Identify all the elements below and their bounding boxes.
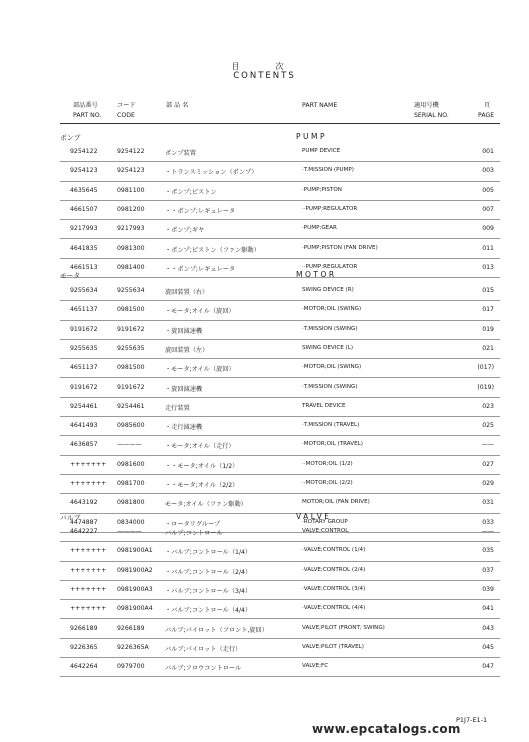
page-cell: 027 xyxy=(482,460,494,468)
header-code-en: CODE xyxy=(117,112,135,119)
table-row xyxy=(60,619,500,639)
part-name-en-cell: VALVE;PILOT (FRONT, SWING) xyxy=(302,624,385,631)
part-name-jp-cell: モータ;オイル（ファン駆動） xyxy=(165,501,247,509)
code-cell: 9217993 xyxy=(117,225,145,233)
page-cell: 015 xyxy=(482,287,494,294)
part-number-cell: 9266189 xyxy=(70,624,98,632)
section-header xyxy=(60,510,500,522)
code-cell: 0981400 xyxy=(117,263,145,271)
page-cell: —— xyxy=(481,528,494,535)
code-cell: ———— xyxy=(117,441,142,449)
part-name-jp-cell: バルブ;パイロット（フロント,旋回） xyxy=(165,626,268,634)
section-header xyxy=(60,268,500,280)
part-number-cell: 9255635 xyxy=(70,344,98,352)
code-cell: 0981300 xyxy=(117,244,145,252)
part-name-jp-cell: ・旋回減速機 xyxy=(165,327,203,335)
header-rule xyxy=(60,123,500,124)
code-cell: 9266189 xyxy=(117,624,145,632)
header-code-jp: コード xyxy=(117,102,136,109)
table-row xyxy=(60,541,500,561)
table-row xyxy=(60,416,500,436)
header-serial-jp: 適用号機 xyxy=(414,102,439,109)
page-cell: 017 xyxy=(482,306,494,314)
footer-code: P1J7-E1-1 xyxy=(456,716,488,724)
part-number-cell: 4641835 xyxy=(70,244,98,252)
part-number-cell: +++++++ xyxy=(70,605,107,613)
code-cell: 9226365A xyxy=(117,643,149,651)
part-number-cell: 4661513 xyxy=(70,263,98,271)
page-cell: 019 xyxy=(482,325,494,333)
table-row xyxy=(60,281,500,301)
page-cell: 007 xyxy=(482,205,494,213)
code-cell: 9254123 xyxy=(117,167,145,175)
page-cell: 029 xyxy=(482,480,494,487)
part-name-en-cell: SWING DEVICE (R) xyxy=(302,287,354,293)
table-row xyxy=(60,219,500,239)
part-name-jp-cell: ・ロータリグループ xyxy=(165,520,221,528)
part-name-en-cell: TRAVEL DEVICE xyxy=(302,402,346,409)
part-name-jp-cell: ・バルブ;コントロール（4/4） xyxy=(165,607,252,615)
part-name-jp-cell: ・・モータ;オイル（1/2） xyxy=(165,462,239,470)
code-cell: 0981900A4 xyxy=(117,605,153,613)
page-cell: 043 xyxy=(482,624,494,632)
part-name-en-cell: ··PUMP;REGULATOR xyxy=(302,205,358,212)
page-cell: 037 xyxy=(482,566,494,574)
code-cell: 0979700 xyxy=(117,663,145,671)
part-name-en-cell: ··MOTOR;OIL (2/2) xyxy=(302,480,353,486)
code-cell: 0981700 xyxy=(117,480,145,487)
page-cell: 009 xyxy=(482,225,494,233)
part-name-en-cell: VALVE;PILOT (TRAVEL) xyxy=(302,643,364,650)
header-part-no-en: PART NO. xyxy=(73,112,102,119)
title-en: CONTENTS xyxy=(233,71,296,81)
part-number-cell: 9191672 xyxy=(70,383,98,391)
table-row xyxy=(60,200,500,220)
part-number-cell: 9217993 xyxy=(70,225,98,233)
table-row xyxy=(60,435,500,455)
page-cell: 001 xyxy=(482,148,494,155)
header-page-jp: 頁 xyxy=(484,102,491,109)
part-name-en-cell: ·T.MISSION (SWING) xyxy=(302,325,358,332)
section-title-jp: ポンプ xyxy=(60,134,81,142)
part-number-cell: 4635645 xyxy=(70,186,98,194)
header-serial-en: SERIAL NO. xyxy=(414,112,449,119)
table-row xyxy=(60,522,500,542)
part-number-cell: +++++++ xyxy=(70,460,107,468)
part-number-cell: +++++++ xyxy=(70,585,107,593)
part-number-cell: +++++++ xyxy=(70,566,107,574)
part-number-cell: 4641493 xyxy=(70,422,98,430)
page-cell: 033 xyxy=(482,518,494,526)
page-cell: 047 xyxy=(482,663,494,671)
part-name-jp-cell: ・ポンプ;ピストン（ファン駆動） xyxy=(165,246,260,254)
part-name-jp-cell: ・バルブ;コントロール（2/4） xyxy=(165,568,252,576)
code-cell: 0981900A1 xyxy=(117,547,153,555)
page-cell: —— xyxy=(481,441,494,449)
part-number-cell: 9255634 xyxy=(70,287,98,294)
page-cell: (017) xyxy=(477,364,494,372)
part-name-jp-cell: ・モータ;オイル（走行） xyxy=(165,443,235,451)
part-name-jp-cell: ・バルブ;コントロール（3/4） xyxy=(165,587,252,595)
table-row xyxy=(60,378,500,398)
part-name-en-cell: ·PUMP;PISTON xyxy=(302,186,342,193)
part-name-en-cell: ·VALVE;CONTROL (4/4) xyxy=(302,605,366,612)
code-cell: 0981900A3 xyxy=(117,585,153,593)
part-name-en-cell: ·VALVE;CONTROL (2/4) xyxy=(302,566,366,573)
code-cell: 0981900A2 xyxy=(117,566,153,574)
section-header xyxy=(60,130,500,142)
part-name-en-cell: VALVE;FC xyxy=(302,663,329,670)
table-row xyxy=(60,142,500,162)
part-number-cell: 4642264 xyxy=(70,663,98,671)
part-name-jp-cell: 旋回装置（左） xyxy=(165,346,209,354)
part-name-en-cell: ·MOTOR;OIL (SWING) xyxy=(302,306,362,313)
part-number-cell: 9254122 xyxy=(70,148,98,155)
part-number-cell: 4651137 xyxy=(70,364,98,372)
part-number-cell: 9254123 xyxy=(70,167,98,175)
part-number-cell: 4636857 xyxy=(70,441,98,449)
section-title-en: MOTOR xyxy=(296,270,337,279)
section-title-en: VALVE xyxy=(296,512,332,521)
part-name-en-cell: ·T.MISSION (SWING) xyxy=(302,383,358,390)
part-name-jp-cell: ・旋回減速機 xyxy=(165,385,203,393)
table-row xyxy=(60,300,500,320)
code-cell: 0981600 xyxy=(117,460,145,468)
table-row xyxy=(60,580,500,600)
table-row xyxy=(60,239,500,259)
part-name-jp-cell: ・ポンプ;ピストン xyxy=(165,188,217,196)
part-number-cell: 4643192 xyxy=(70,499,98,507)
part-name-jp-cell: ・・ポンプ;レギュレータ xyxy=(165,265,236,273)
part-name-jp-cell: 走行装置 xyxy=(165,404,190,412)
part-name-en-cell: ·T.MISSION (PUMP) xyxy=(302,167,354,174)
header-name-jp: 部 品 名 xyxy=(166,102,189,109)
page-cell: 011 xyxy=(482,244,494,252)
code-cell: 0834000 xyxy=(117,518,145,526)
part-name-en-cell: PUMP DEVICE xyxy=(302,148,341,154)
page-cell: 005 xyxy=(482,186,494,194)
part-name-jp-cell: バルブ;パイロット（走行） xyxy=(165,645,242,653)
part-number-cell: 4642227 xyxy=(70,528,98,535)
part-name-en-cell: ··MOTOR;OIL (1/2) xyxy=(302,460,353,467)
page-cell: (019) xyxy=(477,383,494,391)
part-name-en-cell: ·PUMP;GEAR xyxy=(302,225,337,232)
page-cell: 013 xyxy=(482,263,494,271)
table-row xyxy=(60,599,500,619)
part-name-jp-cell: ・走行減速機 xyxy=(165,424,203,432)
part-name-en-cell: ·ROTARY GROUP xyxy=(302,518,348,525)
code-cell: 9255635 xyxy=(117,344,145,352)
code-cell: 0985600 xyxy=(117,422,145,430)
part-name-en-cell: ·MOTOR;OIL (SWING) xyxy=(302,364,362,371)
section-title-en: PUMP xyxy=(296,132,328,141)
code-cell: 0981500 xyxy=(117,306,145,314)
part-name-jp-cell: 旋回装置（右） xyxy=(165,289,209,296)
table-row xyxy=(60,339,500,359)
code-cell: 9255634 xyxy=(117,287,145,294)
part-name-jp-cell: ・バルブ;コントロール（1/4） xyxy=(165,549,252,557)
table-row xyxy=(60,474,500,494)
code-cell: 0981200 xyxy=(117,205,145,213)
page-cell: 003 xyxy=(482,167,494,175)
table-row xyxy=(60,561,500,581)
table-row xyxy=(60,638,500,658)
header-page-en: PAGE xyxy=(478,112,495,119)
part-name-jp-cell: ・・モータ;オイル（2/2） xyxy=(165,482,239,489)
part-number-cell: +++++++ xyxy=(70,547,107,555)
part-name-jp-cell: ・モータ;オイル（旋回） xyxy=(165,366,235,374)
page-cell: 031 xyxy=(482,499,494,507)
table-row xyxy=(60,397,500,417)
page-cell: 039 xyxy=(482,585,494,593)
code-cell: 0981100 xyxy=(117,186,145,194)
page-cell: 023 xyxy=(482,402,494,410)
part-name-en-cell: MOTOR;OIL (FAN DRIVE) xyxy=(302,499,370,506)
part-name-jp-cell: ポンプ装置 xyxy=(165,150,196,157)
table-row xyxy=(60,181,500,201)
page-cell: 035 xyxy=(482,547,494,555)
code-cell: 9191672 xyxy=(117,383,145,391)
part-number-cell: 4651137 xyxy=(70,306,98,314)
table-row xyxy=(60,161,500,181)
part-name-en-cell: ··PUMP;REGULATOR xyxy=(302,263,358,270)
part-name-jp-cell: ・・ポンプ;レギュレータ xyxy=(165,207,236,215)
page-cell: 045 xyxy=(482,643,494,651)
part-name-en-cell: ·VALVE;CONTROL (1/4) xyxy=(302,547,366,554)
table-row xyxy=(60,320,500,340)
page-cell: 021 xyxy=(482,344,494,352)
part-name-en-cell: ·PUMP;PISTON (FAN DRIVE) xyxy=(302,244,378,251)
section-title-jp: バルブ xyxy=(60,514,81,522)
part-number-cell: 9254461 xyxy=(70,402,98,410)
part-name-en-cell: ·VALVE;CONTROL (3/4) xyxy=(302,585,366,592)
code-cell: ———— xyxy=(117,528,142,535)
code-cell: 9254122 xyxy=(117,148,145,155)
part-number-cell: 9226365 xyxy=(70,643,98,651)
page-cell: 041 xyxy=(482,605,494,613)
part-name-jp-cell: バルブ;フロウコントロール xyxy=(165,665,242,673)
table-row xyxy=(60,657,500,677)
code-cell: 9254461 xyxy=(117,402,145,410)
table-row xyxy=(60,455,500,475)
part-name-en-cell: SWING DEVICE (L) xyxy=(302,344,354,351)
part-name-en-cell: ·T.MISSION (TRAVEL) xyxy=(302,422,360,429)
title-jp: 目 次 xyxy=(231,62,298,71)
watermark: www.epcatalogs.com xyxy=(312,722,461,736)
part-name-jp-cell: ・トランスミッション（ポンプ） xyxy=(165,169,258,177)
part-number-cell: 4474887 xyxy=(70,518,98,526)
header-part-name-en: PART NAME xyxy=(302,102,338,109)
part-name-en-cell: VALVE;CONTROL xyxy=(302,528,349,534)
code-cell: 9191672 xyxy=(117,325,145,333)
table-row xyxy=(60,358,500,378)
page-cell: 025 xyxy=(482,422,494,430)
part-number-cell: +++++++ xyxy=(70,480,107,487)
code-cell: 0981500 xyxy=(117,364,145,372)
section-title-jp: モータ xyxy=(60,272,81,280)
part-name-jp-cell: ・ポンプ;ギヤ xyxy=(165,227,205,235)
code-cell: 0981800 xyxy=(117,499,145,507)
header-part-no-jp: 部品番号 xyxy=(73,102,98,109)
part-name-en-cell: ·MOTOR;OIL (TRAVEL) xyxy=(302,441,363,448)
part-name-jp-cell: バルブ;コントロール xyxy=(165,530,223,537)
part-number-cell: 4661507 xyxy=(70,205,98,213)
part-number-cell: 9191672 xyxy=(70,325,98,333)
part-name-jp-cell: ・モータ;オイル（旋回） xyxy=(165,308,235,316)
